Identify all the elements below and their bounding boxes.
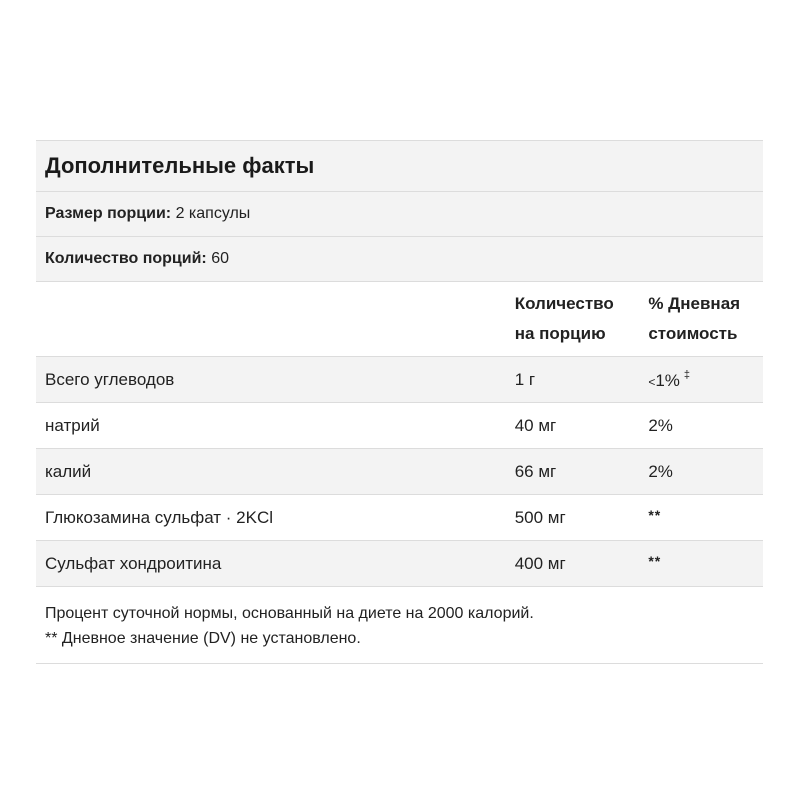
table-row <box>36 357 763 403</box>
dv-not-established-mark: ** <box>648 552 662 569</box>
dv-column-header <box>648 289 763 349</box>
servings-count-label: Количество порций: <box>45 250 207 267</box>
amount-header-line1: Количество <box>514 294 614 313</box>
dv-header-line1: % Дневная <box>648 294 741 313</box>
less-than-sign: < <box>648 374 656 389</box>
footnotes <box>36 587 763 663</box>
nutrient-dv: 2% <box>648 415 673 435</box>
nutrient-name: калий <box>45 461 92 481</box>
nutrient-name: Сульфат хондроитина <box>45 553 222 573</box>
serving-size-label: Размер порции: <box>45 205 172 222</box>
amount-header-line2: на порцию <box>514 324 606 343</box>
table-row <box>36 495 763 541</box>
double-dagger-mark: ‡ <box>683 368 691 381</box>
amount-column-header <box>515 289 649 349</box>
nutrient-dv: 2% <box>648 461 673 481</box>
nutrient-amount: 400 мг <box>514 553 566 573</box>
nutrient-name: Всего углеводов <box>45 369 175 389</box>
serving-size-value: 2 капсулы <box>175 205 251 222</box>
column-header-row <box>36 282 763 357</box>
facts-title: Дополнительные факты <box>45 153 315 178</box>
dv-not-established-mark: ** <box>648 506 662 523</box>
servings-count-row <box>36 237 763 282</box>
dv-value: 1% <box>655 370 680 390</box>
nutrient-dv <box>648 369 763 391</box>
table-row <box>36 449 763 495</box>
footnote-dv-not-established: ** Дневное значение (DV) не установлено. <box>45 630 361 647</box>
facts-header <box>36 141 763 192</box>
table-row <box>36 403 763 449</box>
nutrient-amount: 1 г <box>514 369 536 389</box>
nutrient-dv <box>648 553 763 575</box>
nutrient-amount: 66 мг <box>514 461 557 481</box>
nutrient-name: натрий <box>45 415 100 435</box>
nutrient-name: Глюкозамина сульфат · 2KCl <box>45 507 274 527</box>
footnote-daily-value: Процент суточной нормы, основанный на диете на 2000 калорий. <box>45 605 534 622</box>
dv-header-line2: стоимость <box>648 324 738 343</box>
servings-count-value: 60 <box>211 250 229 267</box>
nutrient-amount: 40 мг <box>514 415 557 435</box>
table-row <box>36 541 763 587</box>
nutrient-amount: 500 мг <box>514 507 566 527</box>
nutrient-dv <box>648 507 763 529</box>
serving-size-row <box>36 192 763 237</box>
supplement-facts-table <box>36 140 763 664</box>
